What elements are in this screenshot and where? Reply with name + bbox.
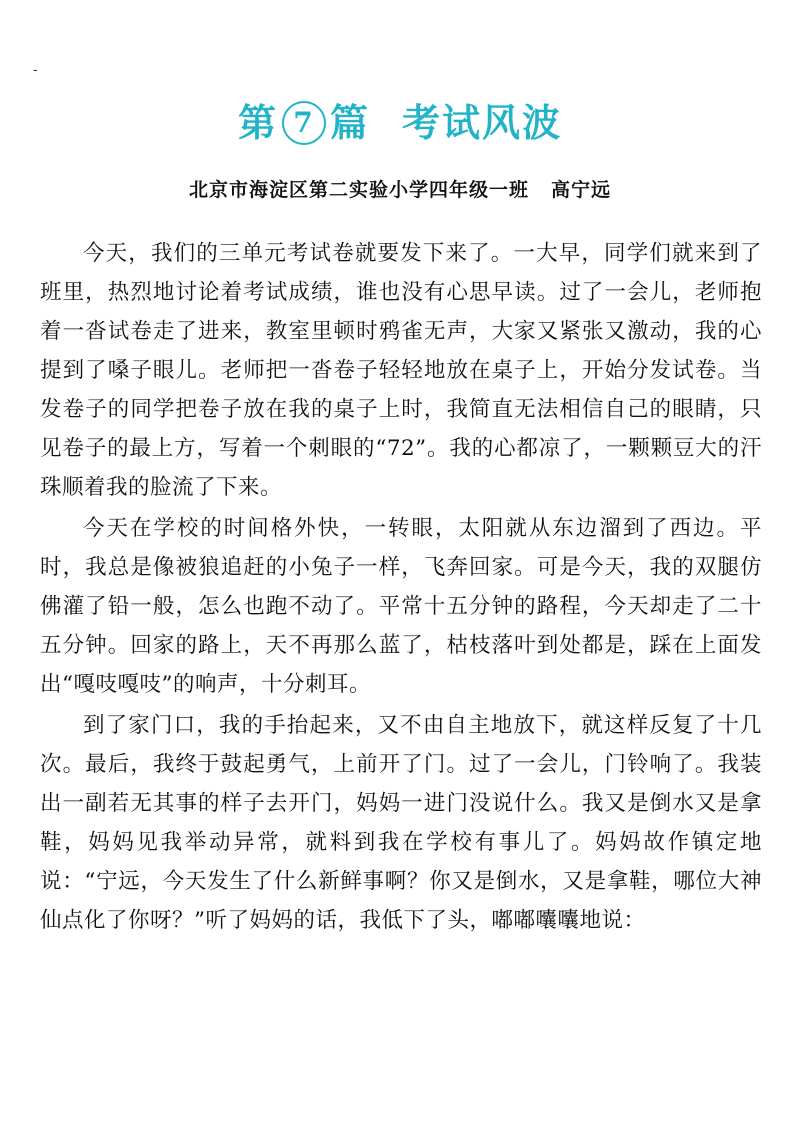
author-line: [0, 175, 800, 202]
paragraph-1: 今天，我们的三单元考试卷就要发下来了。一大早，同学们就来到了班里，热烈地讨论着考试成绩，谁也没有心思早读。过了一会儿，老师抱着一沓试卷走了进来，教室里顿时鸦雀无声，大家又紧张又激动，我的心提到了嗓子眼儿。老师把一沓卷子轻轻地放在桌子上，开始分发试卷。当发卷子的同学把卷子放在我的桌子上时，我简直无法相信自己的眼睛，只见卷子的最上方，写着一个刺眼的“72”。我的心都凉了，一颗颗豆大的汗珠顺着我的脸流了下来。: [40, 241, 762, 500]
title-suffix: 篇: [329, 101, 370, 145]
paragraph-2: 今天在学校的时间格外快，一转眼，太阳就从东边溜到了西边。平时，我总是像被狼追赶的小兔子一样，飞奔回家。可是今天，我的双腿仿佛灌了铅一般，怎么也跑不动了。平常十五分钟的路程，今天却走了二十五分钟。回家的路上，天不再那么蓝了，枯枝落叶到处都是，踩在上面发出“嘎吱嘎吱”的响声，十分刺耳。: [40, 516, 762, 697]
title-name: 考试风波: [402, 101, 563, 145]
author-school: 北京市海淀区第二实验小学四年级一班: [188, 179, 529, 201]
article-body: [40, 234, 762, 942]
author-name: 高宁远: [551, 179, 612, 201]
title-number-badge: 7: [282, 101, 326, 145]
page-corner-mark: -: [33, 62, 38, 78]
paragraph-3: 到了家门口，我的手抬起来，又不由自主地放下，就这样反复了十几次。最后，我终于鼓起勇气，上前开了门。过了一会儿，门铃响了。我装出一副若无其事的样子去开门，妈妈一进门没说什么。我又是倒水又是拿鞋，妈妈见我举动异常，就料到我在学校有事儿了。妈妈故作镇定地说：“宁远，今天发生了什么新鲜事啊？你又是倒水，又是拿鞋，哪位大神仙点化了你呀？”听了妈妈的话，我低下了头，嘟嘟囔囔地说：: [40, 713, 762, 933]
page-title: [0, 92, 800, 147]
title-prefix: 第: [237, 101, 278, 145]
